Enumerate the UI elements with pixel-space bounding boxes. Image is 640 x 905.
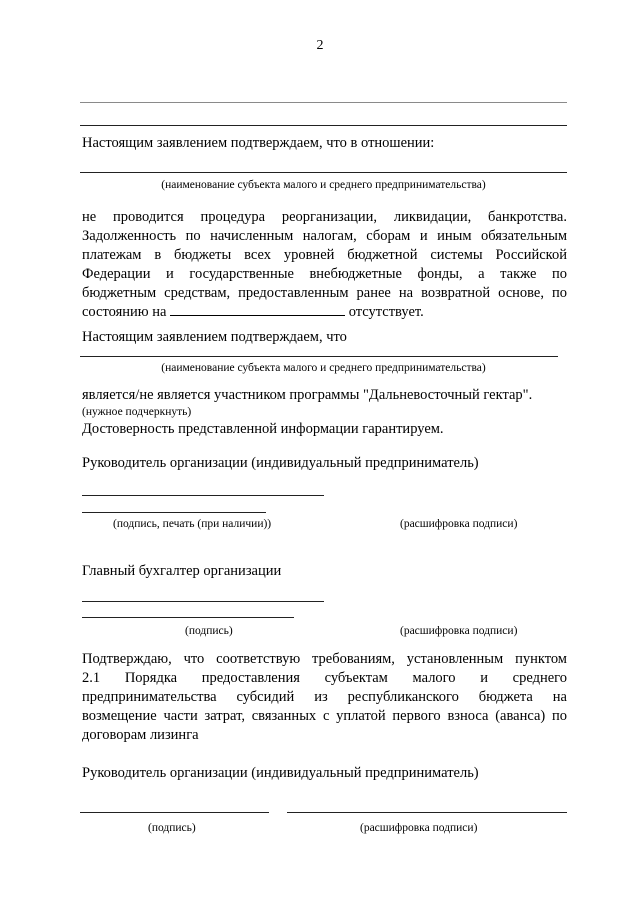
body-line-1: не проводится процедура реорганизации, ликвидации, банкротства. (82, 209, 567, 225)
confirm-line-5: договорам лизинга (82, 727, 199, 743)
statement-2-intro: Настоящим заявлением подтверждаем, что (82, 329, 347, 345)
statement-1-intro: Настоящим заявлением подтверждаем, что в отношении: (82, 135, 435, 151)
signature-line-3b (287, 812, 567, 813)
signature-line-1b (82, 512, 266, 513)
confirm-line-2: 2.1 Порядка предоставления субъектам малого и среднего (82, 670, 567, 686)
chief-accountant-title: Главный бухгалтер организации (82, 563, 282, 579)
decoding-caption-2: (расшифровка подписи) (400, 625, 518, 637)
statement-1-body (82, 208, 567, 322)
signature-line-1a (82, 495, 324, 496)
body-line-3: платежам в бюджеты всех уровней бюджетной системы Российской (82, 247, 567, 263)
signature-line-2a (82, 601, 324, 602)
head-title-2: Руководитель организации (индивидуальный предприниматель) (82, 765, 479, 781)
signature-caption-2: (подпись) (185, 625, 233, 637)
head-title-1: Руководитель организации (индивидуальный предприниматель) (82, 455, 479, 471)
decoding-caption-1: (расшифровка подписи) (400, 518, 518, 530)
confirmation-paragraph (82, 650, 567, 745)
entity-name-caption-1: (наименование субъекта малого и среднего предпринимательства) (161, 179, 486, 191)
date-prefix: состоянию на (82, 304, 167, 320)
confirm-line-1: Подтверждаю, что соответствую требованиям, установленным пунктом (82, 651, 567, 667)
rule-top-2 (80, 125, 567, 126)
signature-caption-3: (подпись) (148, 822, 196, 834)
underline-hint: (нужное подчеркнуть) (82, 406, 192, 418)
entity-name-caption-2: (наименование субъекта малого и среднего предпринимательства) (161, 362, 486, 374)
reliability-guarantee: Достоверность представленной информации гарантируем. (82, 421, 444, 437)
date-blank (170, 303, 345, 316)
body-line-6 (82, 303, 567, 322)
entity-name-line-1 (80, 172, 567, 173)
page-number: 2 (316, 38, 324, 53)
decoding-caption-3: (расшифровка подписи) (360, 822, 478, 834)
body-line-5: бюджетным средствам, предоставленным ранее на возвратной основе, по (82, 285, 567, 301)
body-line-4: Федерации и государственные внебюджетные фонды, а также по (82, 266, 567, 282)
confirm-line-3: предпринимательства субсидий из республиканского бюджета на (82, 689, 567, 705)
signature-line-3a (80, 812, 269, 813)
rule-top-1 (80, 102, 567, 103)
signature-line-2b (82, 617, 294, 618)
date-suffix: отсутствует. (348, 304, 424, 320)
program-status: является/не является участником программы "Дальневосточный гектар". (82, 387, 533, 403)
entity-name-line-2 (80, 356, 558, 357)
body-line-2: Задолженность по начисленным налогам, сборам и иным обязательным (82, 228, 567, 244)
signature-caption-1: (подпись, печать (при наличии)) (113, 518, 272, 530)
confirm-line-4: возмещение части затрат, связанных с уплатой первого взноса (аванса) по (82, 708, 567, 724)
